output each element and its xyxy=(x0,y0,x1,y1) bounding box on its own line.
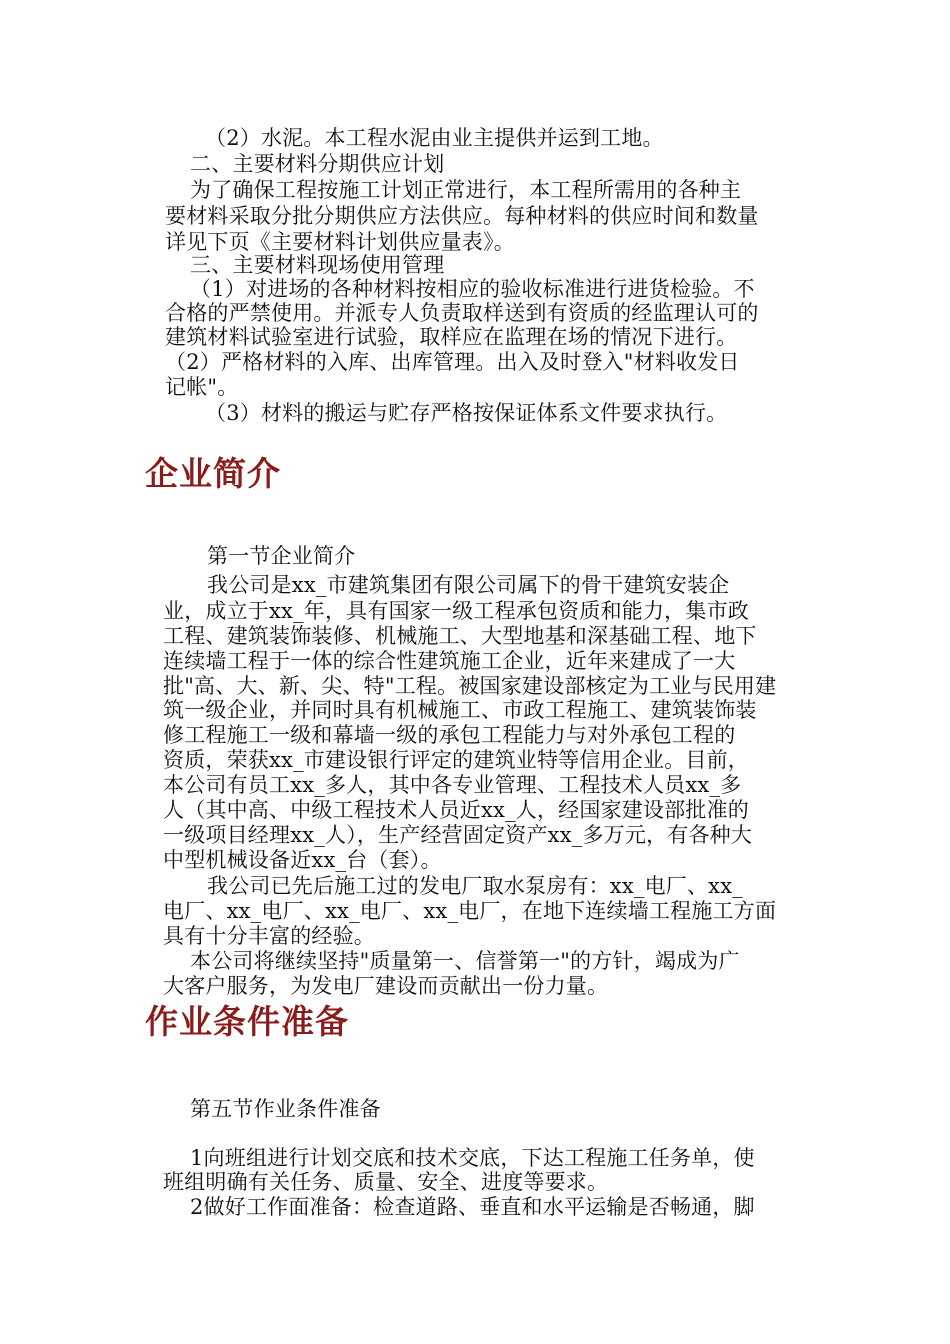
paragraph-line: 资质，荣获xx_市建设银行评定的建筑业特等信用企业。目前， xyxy=(163,748,749,772)
paragraph-line: 修工程施工一级和幕墙一级的承包工程能力与对外承包工程的 xyxy=(163,723,736,747)
paragraph-line: 具有十分丰富的经验。 xyxy=(163,924,375,948)
subheading-line: 第五节作业条件准备 xyxy=(190,1097,381,1121)
paragraph-line: 批"高、大、新、尖、特"工程。被国家建设部核定为工业与民用建 xyxy=(163,674,777,698)
paragraph-line: 人（其中高、中级工程技术人员近xx_人，经国家建设部批准的 xyxy=(163,798,749,822)
paragraph-line: 建筑材料试验室进行试验，取样应在监理在场的情况下进行。 xyxy=(165,325,738,349)
paragraph-line: 记帐"。 xyxy=(165,375,239,399)
paragraph-line: （2）严格材料的入库、出库管理。出入及时登入"材料收发日 xyxy=(165,350,740,374)
paragraph-line: （2）水泥。本工程水泥由业主提供并运到工地。 xyxy=(205,126,664,150)
subheading-line: 二、主要材料分期供应计划 xyxy=(190,152,445,176)
paragraph-line: 我公司已先后施工过的发电厂取水泵房有：xx_电厂、xx_ xyxy=(207,874,743,898)
subheading-line: 第一节企业简介 xyxy=(207,544,356,568)
paragraph-line: 一级项目经理xx_人），生产经营固定资产xx_多万元，有各种大 xyxy=(163,823,753,847)
section-heading-company-profile: 企业简介 xyxy=(145,454,281,493)
paragraph-line: 本公司将继续坚持"质量第一、信誉第一"的方针，竭成为广 xyxy=(190,949,740,973)
paragraph-line: 电厂、xx_电厂、xx_电厂、xx_电厂，在地下连续墙工程施工方面 xyxy=(163,899,777,923)
paragraph-line: （3）材料的搬运与贮存严格按保证体系文件要求执行。 xyxy=(205,401,728,425)
paragraph-line: （1）对进场的各种材料按相应的验收标准进行进货检验。不 xyxy=(190,277,755,301)
section-heading-work-preparation: 作业条件准备 xyxy=(145,1002,349,1041)
paragraph-line: 大客户服务，为发电厂建设而贡献出一份力量。 xyxy=(163,974,609,998)
paragraph-line: 连续墙工程于一体的综合性建筑施工企业，近年来建成了一大 xyxy=(163,649,736,673)
paragraph-line: 为了确保工程按施工计划正常进行，本工程所需用的各种主 xyxy=(190,178,742,202)
paragraph-line: 1向班组进行计划交底和技术交底，下达工程施工任务单，使 xyxy=(190,1146,755,1170)
paragraph-line: 合格的严禁使用。并派专人负责取样送到有资质的经监理认可的 xyxy=(165,301,759,325)
paragraph-line: 2做好工作面准备：检查道路、垂直和水平运输是否畅通，脚 xyxy=(190,1195,755,1219)
paragraph-line: 工程、建筑装饰装修、机械施工、大型地基和深基础工程、地下 xyxy=(163,624,757,648)
paragraph-line: 我公司是xx_市建筑集团有限公司属下的骨干建筑安装企 xyxy=(207,573,730,597)
paragraph-line: 详见下页《主要材料计划供应量表》。 xyxy=(165,230,515,254)
paragraph-line: 筑一级企业，并同时具有机械施工、市政工程施工、建筑装饰装 xyxy=(163,698,757,722)
paragraph-line: 班组明确有关任务、质量、安全、进度等要求。 xyxy=(163,1170,609,1194)
paragraph-line: 要材料采取分批分期供应方法供应。每种材料的供应时间和数量 xyxy=(165,204,759,228)
subheading-line: 三、主要材料现场使用管理 xyxy=(190,253,445,277)
paragraph-line: 业，成立于xx_年，具有国家一级工程承包资质和能力，集市政 xyxy=(163,599,749,623)
paragraph-line: 中型机械设备近xx_台（套）。 xyxy=(163,848,442,872)
paragraph-line: 本公司有员工xx_多人，其中各专业管理、工程技术人员xx_多 xyxy=(163,773,742,797)
